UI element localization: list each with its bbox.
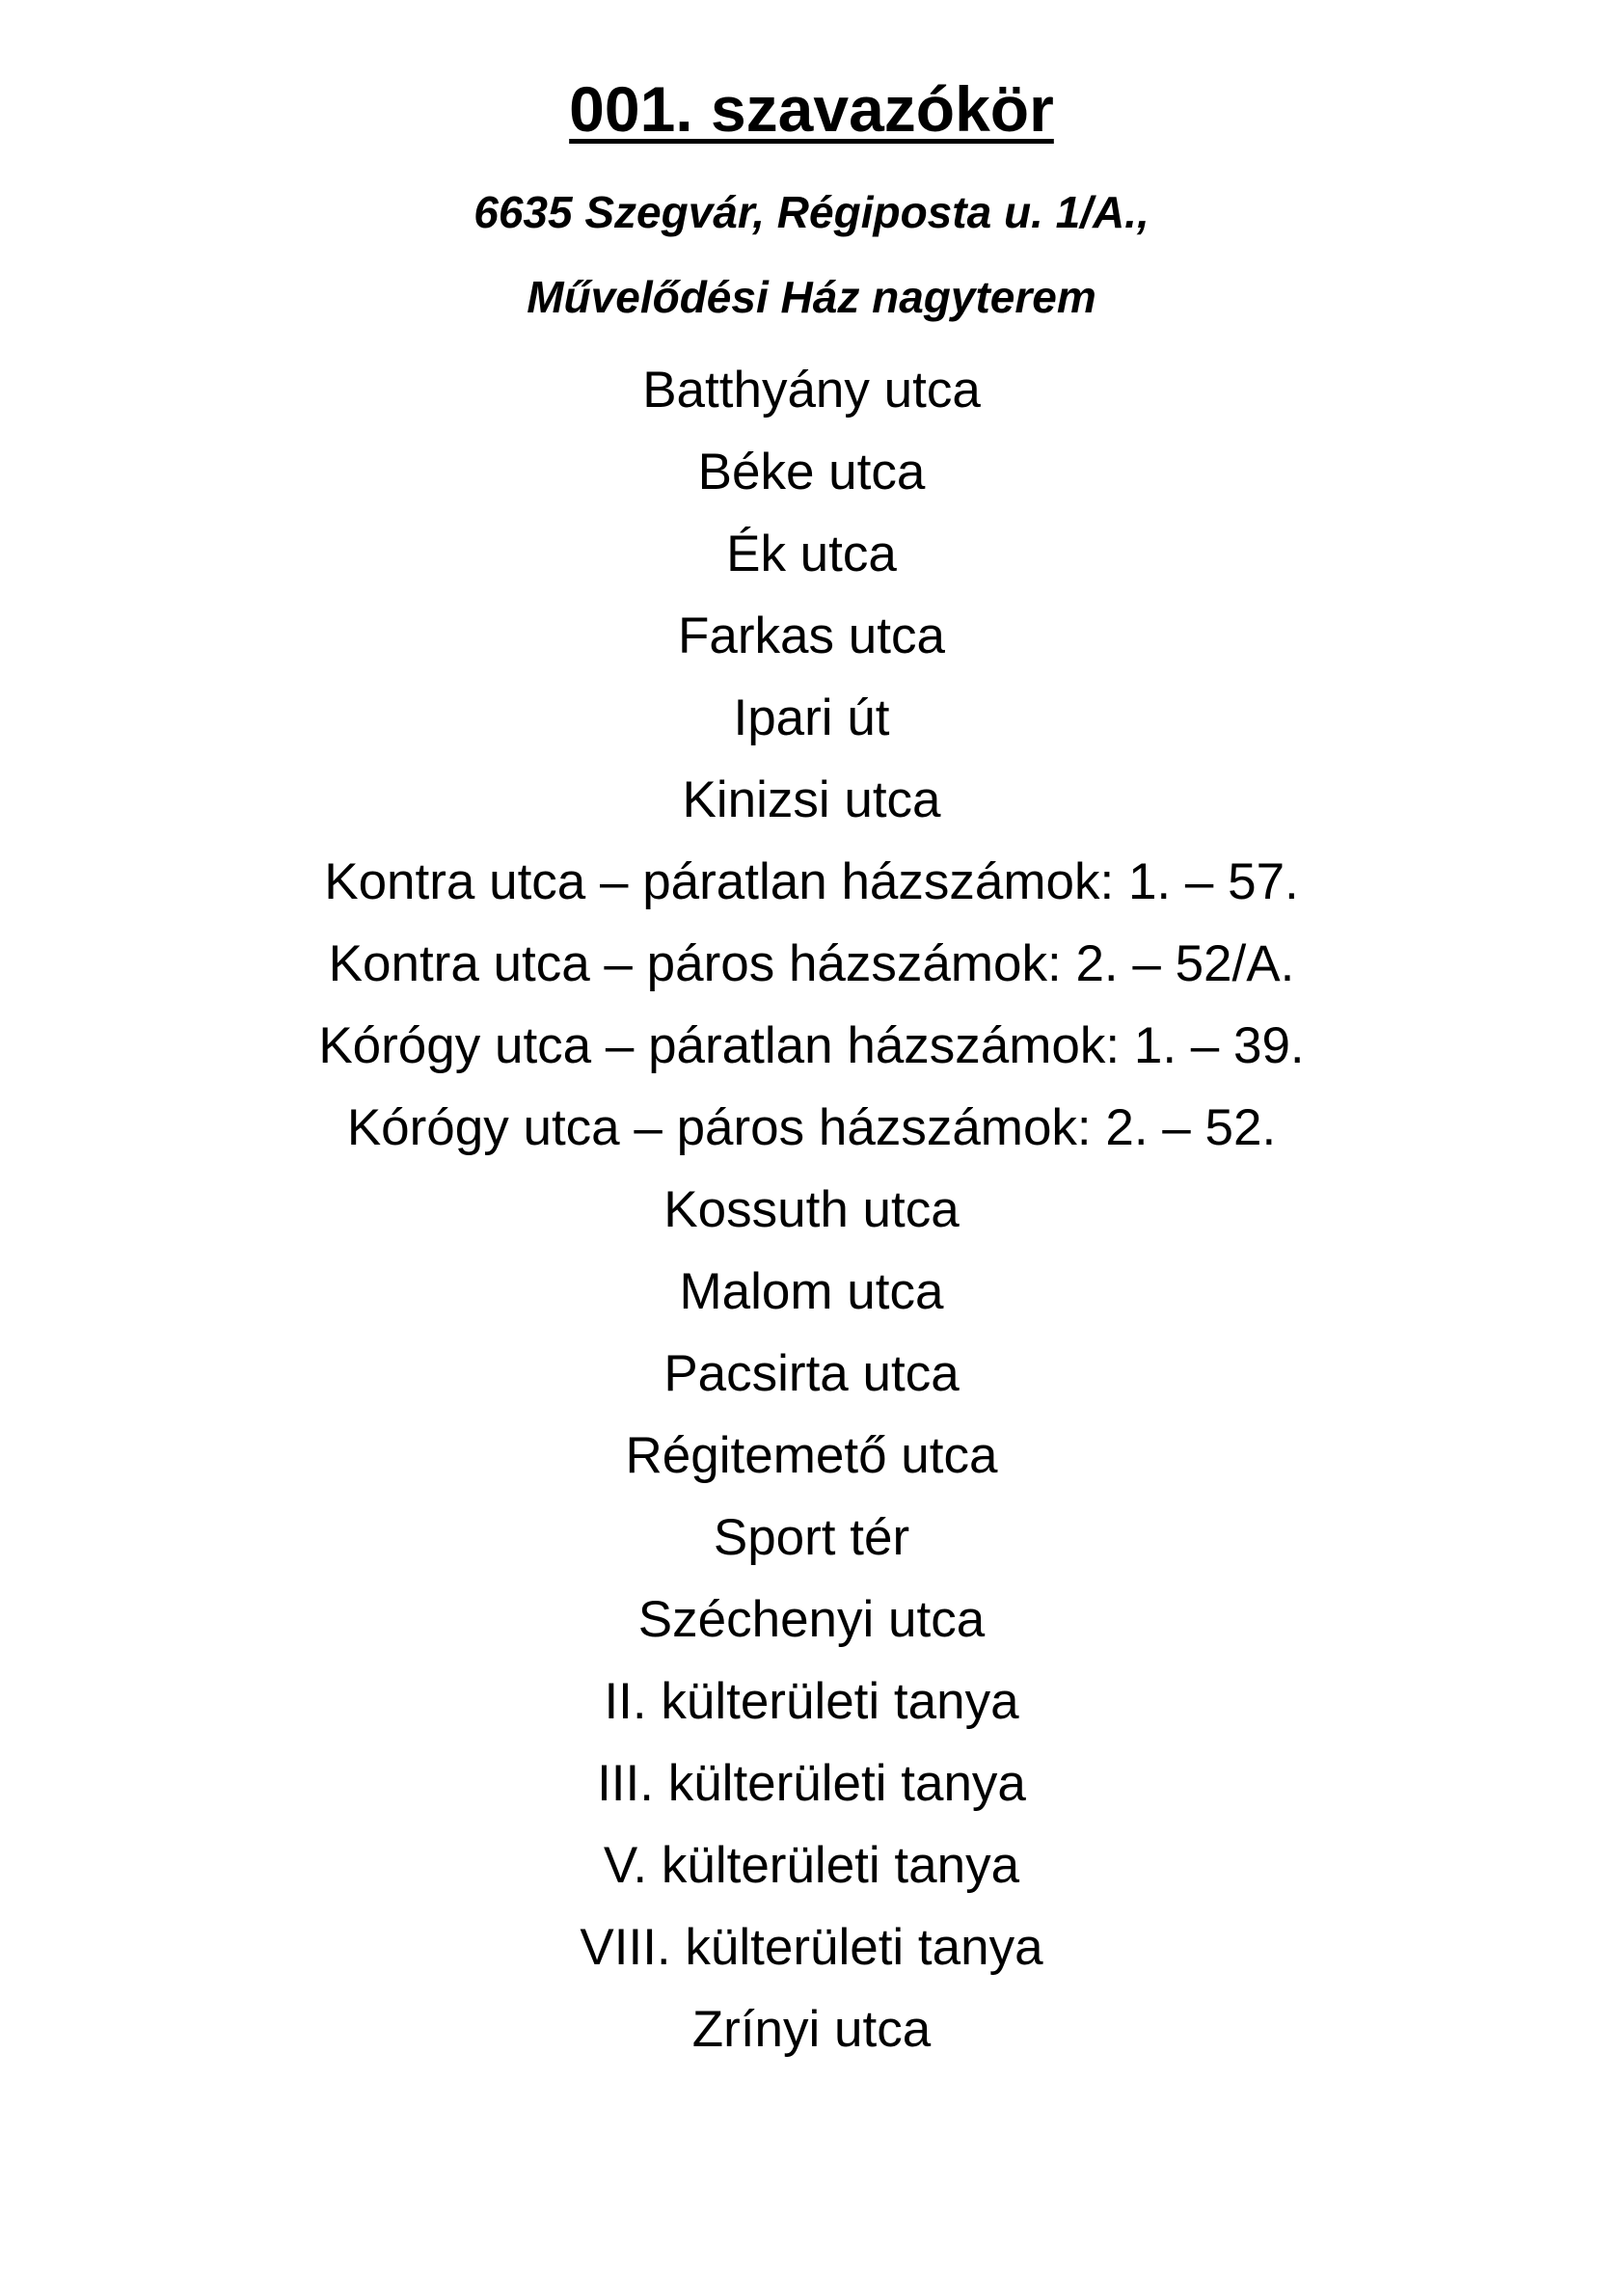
street-item: Ék utca <box>726 526 897 582</box>
polling-station-venue: Művelődési Ház nagyterem <box>527 272 1096 322</box>
street-item: Béke utca <box>697 444 926 500</box>
page-title <box>0 66 1623 152</box>
street-item: VIII. külterületi tanya <box>580 1919 1043 1976</box>
street-item: Sport tér <box>713 1509 910 1566</box>
street-item: II. külterületi tanya <box>604 1673 1019 1730</box>
page-title-text: 001. szavazókör <box>569 73 1054 145</box>
street-item: Kórógy utca – páros házszámok: 2. – 52. <box>346 1099 1277 1156</box>
street-item: Pacsirta utca <box>663 1345 960 1402</box>
street-item: Régitemető utca <box>625 1427 998 1484</box>
street-item: Zrínyi utca <box>691 2001 932 2058</box>
street-item: Kórógy utca – páratlan házszámok: 1. – 39. <box>318 1017 1305 1074</box>
street-item: Batthyány utca <box>642 362 981 419</box>
street-item: III. külterületi tanya <box>597 1755 1026 1812</box>
street-item: Kinizsi utca <box>682 771 941 828</box>
street-item: V. külterületi tanya <box>603 1837 1020 1894</box>
street-list <box>0 349 1623 2070</box>
street-item: Farkas utca <box>678 608 945 664</box>
street-item: Széchenyi utca <box>637 1591 986 1648</box>
street-item: Kossuth utca <box>663 1181 960 1238</box>
street-item: Kontra utca – páros házszámok: 2. – 52/A. <box>328 935 1295 992</box>
street-item: Malom utca <box>679 1263 944 1320</box>
street-item: Kontra utca – páratlan házszámok: 1. – 57. <box>324 853 1299 910</box>
polling-station-address: 6635 Szegvár, Régiposta u. 1/A., <box>473 187 1150 237</box>
street-item: Ipari út <box>733 689 890 746</box>
